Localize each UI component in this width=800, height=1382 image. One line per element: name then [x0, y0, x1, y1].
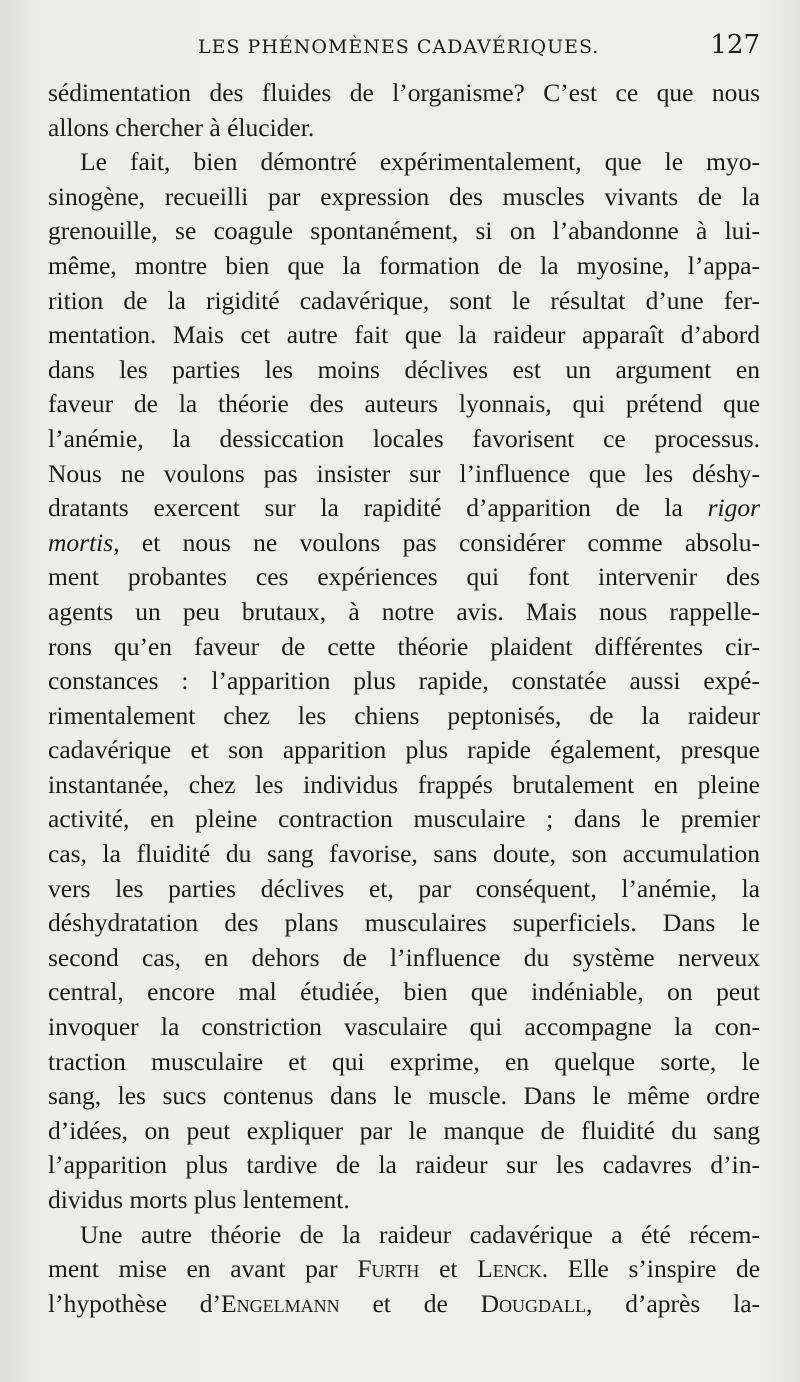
text-line: l’apparition plus tardive de la raideur sur les cadavres d’in- [48, 1150, 760, 1180]
page-header [48, 30, 760, 70]
text-line: Nous ne voulons pas insister sur l’influence que les déshy- [48, 458, 760, 488]
text-line: Le fait, bien démontré expérimentalement, que le myo- [80, 147, 760, 177]
text-line: même, montre bien que la formation de la myosine, l’appa- [48, 250, 760, 280]
text-line: d’idées, on peut expliquer par le manque de fluidité du sang [48, 1115, 760, 1145]
text-line: invoquer la constriction vasculaire qui accompagne la con- [48, 1012, 760, 1042]
author-name: Dougdall [480, 1288, 587, 1318]
text-line: central, encore mal étudiée, bien que indéniable, on peut [48, 977, 760, 1007]
text-line: cadavérique et son apparition plus rapide également, presque [48, 735, 760, 765]
italic-term: rigor [707, 493, 760, 523]
text-line: rons qu’en faveur de cette théorie plaident différentes cir- [48, 631, 760, 661]
text-line: dividus morts plus lentement. [48, 1185, 350, 1214]
text-line: mentation. Mais cet autre fait que la raideur apparaît d’abord [48, 320, 760, 350]
text-run: . Elle s’inspire de [541, 1254, 761, 1284]
text-line: l’anémie, la dessiccation locales favorisent ce processus. [48, 423, 760, 453]
text-line: dans les parties les moins déclives est un argument en [48, 354, 760, 384]
text-line: sinogène, recueilli par expression des muscles vivants de la [48, 181, 760, 211]
italic-term: mortis, [48, 527, 120, 557]
text-line: cas, la fluidité du sang favorise, sans doute, son accumulation [48, 839, 760, 869]
text-run: et de [372, 1288, 448, 1318]
page-number: 127 [710, 30, 760, 60]
text-line: sédimentation des fluides de l’organisme? C’est ce que nous [48, 78, 760, 107]
text-line: instantanée, chez les individus frappés brutalement en pleine [48, 769, 760, 799]
text-run: et nous ne voulons pas considérer comme absolu- [141, 527, 760, 557]
text-line: allons chercher à élucider. [48, 112, 315, 142]
author-name: Lenck [477, 1254, 542, 1284]
text-line: traction musculaire et qui exprime, en quelque sorte, le [48, 1046, 760, 1076]
text-line: Une autre théorie de la raideur cadavérique a été récem- [80, 1219, 760, 1249]
text-line: faveur de la théorie des auteurs lyonnais, qui prétend que [48, 389, 760, 419]
text-line [48, 491, 760, 526]
text-line: constances : l’apparition plus rapide, constatée aussi expé- [48, 666, 760, 696]
text-line: agents un peu brutaux, à notre avis. Mais nous rappelle- [48, 596, 760, 626]
text-line: grenouille, se coagule spontanément, si on l’abandonne à lui- [48, 216, 760, 246]
text-line [48, 1252, 760, 1287]
text-run: ment mise en avant par [48, 1254, 338, 1284]
text-line: rimentalement chez les chiens peptonisés, de la raideur [48, 700, 760, 730]
text-line: second cas, en dehors de l’influence du système nerveux [48, 942, 760, 972]
text-line: ment probantes ces expériences qui font intervenir des [48, 562, 760, 592]
body-text [48, 76, 760, 1321]
text-run: et [439, 1254, 458, 1284]
text-line [48, 526, 760, 561]
text-line: sang, les sucs contenus dans le muscle. Dans le même ordre [48, 1081, 760, 1111]
text-run: dratants exercent sur la rapidité d’apparition de la [48, 493, 683, 523]
text-line: activité, en pleine contraction musculaire ; dans le premier [48, 804, 760, 834]
text-run: , d’après la- [586, 1288, 761, 1318]
author-name: Engelmann [221, 1288, 340, 1318]
text-line: vers les parties déclives et, par conséquent, l’anémie, la [48, 873, 760, 903]
running-title: LES PHÉNOMÈNES CADAVÉRIQUES. [198, 36, 600, 58]
author-name: Furth [357, 1254, 420, 1284]
text-line: rition de la rigidité cadavérique, sont le résultat d’une fer- [48, 285, 760, 315]
text-line: déshydratation des plans musculaires superficiels. Dans le [48, 908, 760, 938]
text-run: l’hypothèse d’ [48, 1288, 222, 1318]
text-line [48, 1287, 760, 1322]
